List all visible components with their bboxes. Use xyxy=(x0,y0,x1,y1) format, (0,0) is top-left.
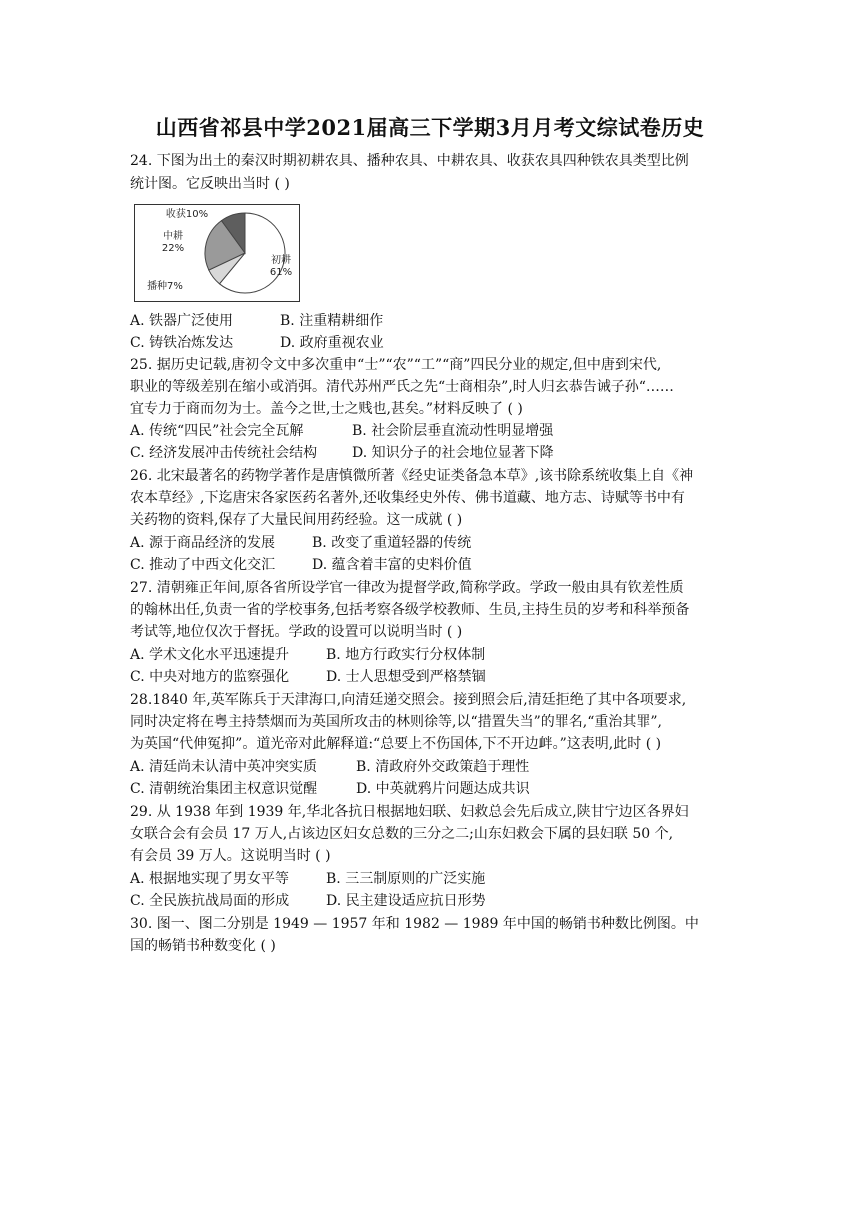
q26-options-row-2 xyxy=(130,555,472,575)
q29-options-row-1 xyxy=(130,869,485,889)
q24-line-2: 统计图。它反映出当时 ( ) xyxy=(130,176,290,192)
q28-options-row-1 xyxy=(130,757,529,777)
q24-option-c[interactable]: C. 铸铁冶炼发达 xyxy=(130,335,234,351)
q24-line-1: 24. 下图为出土的秦汉时期初耕农具、播种农具、中耕农具、收获农具四种铁农具类型比例 xyxy=(130,153,689,169)
q28-option-a[interactable]: A. 清廷尚未认清中英冲突实质 xyxy=(130,759,318,775)
q29-option-a[interactable]: A. 根据地实现了男女平等 xyxy=(130,871,290,887)
q29-line-3: 有会员 39 万人。这说明当时 ( ) xyxy=(130,848,331,864)
pie-chart-svg xyxy=(135,205,299,301)
q28-line-3: 为英国“代伸冤抑”。道光帝对此解释道:“总要上不伤国体,下不开边衅。”这表明,此时 ( ) xyxy=(130,736,662,752)
q26-option-d[interactable]: D. 蕴含着丰富的史料价值 xyxy=(312,557,472,573)
pie-chart xyxy=(134,204,300,302)
pie-label-bozhong: 播种7% xyxy=(147,281,183,292)
q29-line-2: 女联合会有会员 17 万人,占该边区妇女总数的三分之二;山东妇救会下属的县妇联 50 个, xyxy=(130,826,674,842)
q27-options-row-1 xyxy=(130,645,485,665)
q26-option-a[interactable]: A. 源于商品经济的发展 xyxy=(130,535,276,551)
q27-line-1: 27. 清朝雍正年间,原各省所设学官一律改为提督学政,简称学政。学政一般由具有钦差性质 xyxy=(130,580,684,596)
q29-option-d[interactable]: D. 民主建设适应抗日形势 xyxy=(326,893,486,909)
q25-option-a[interactable]: A. 传统“四民”社会完全瓦解 xyxy=(130,423,304,439)
q24-options-row-2 xyxy=(130,333,384,353)
q27-line-3: 考试等,地位仅次于督抚。学政的设置可以说明当时 ( ) xyxy=(130,624,463,640)
q27-option-a[interactable]: A. 学术文化水平迅速提升 xyxy=(130,647,290,663)
q25-line-3: 宜专力于商而勿为士。盖今之世,士之贱也,甚矣。”材料反映了 ( ) xyxy=(130,401,523,417)
pie-label-shouhuo: 收获10% xyxy=(165,209,209,220)
q27-option-d[interactable]: D. 士人思想受到严格禁锢 xyxy=(326,669,486,685)
q25-options-row-2 xyxy=(130,443,554,463)
q29-option-c[interactable]: C. 全民族抗战局面的形成 xyxy=(130,893,290,909)
q26-option-c[interactable]: C. 推动了中西文化交汇 xyxy=(130,557,276,573)
q24-option-d[interactable]: D. 政府重视农业 xyxy=(280,335,384,351)
q27-line-2: 的翰林出任,负责一省的学校事务,包括考察各级学校教师、生员,主持生员的岁考和科举预备 xyxy=(130,602,690,618)
q28-line-2: 同时决定将在粤主持禁烟而为英国所攻击的林则徐等,以“措置失当”的罪名,“重治其罪”, xyxy=(130,714,662,730)
q25-option-b[interactable]: B. 社会阶层垂直流动性明显增强 xyxy=(352,423,554,439)
q26-option-b[interactable]: B. 改变了重道轻器的传统 xyxy=(312,535,472,551)
q28-option-d[interactable]: D. 中英就鸦片问题达成共识 xyxy=(356,781,530,797)
q24-option-a[interactable]: A. 铁器广泛使用 xyxy=(130,313,234,329)
pie-label-chugeng-1: 61% xyxy=(269,267,293,278)
q26-line-2: 农本草经》,下迄唐宋各家医药名著外,还收集经史外传、佛书道藏、地方志、诗赋等书中有 xyxy=(130,490,685,506)
pie-label-zhonggeng-1: 22% xyxy=(161,243,185,254)
q26-line-3: 关药物的资料,保存了大量民间用药经验。这一成就 ( ) xyxy=(130,512,463,528)
q27-option-b[interactable]: B. 地方行政实行分权体制 xyxy=(326,647,486,663)
q25-line-1: 25. 据历史记载,唐初令文中多次重申“士”“农”“工”“商”四民分业的规定,但中唐到宋代, xyxy=(130,357,662,373)
q26-options-row-1 xyxy=(130,533,471,553)
q28-option-c[interactable]: C. 清朝统治集团主权意识觉醒 xyxy=(130,781,318,797)
q26-line-1: 26. 北宋最著名的药物学著作是唐慎微所著《经史证类备急本草》,该书除系统收集上自《神 xyxy=(130,468,694,484)
q25-options-row-1 xyxy=(130,421,553,441)
q25-option-c[interactable]: C. 经济发展冲击传统社会结构 xyxy=(130,445,318,461)
q24-option-b[interactable]: B. 注重精耕细作 xyxy=(280,313,384,329)
q24-options-row-1 xyxy=(130,311,383,331)
page-title: 山西省祁县中学2021届高三下学期3月月考文综试卷历史 xyxy=(155,115,705,140)
pie-label-chugeng-0: 初耕 xyxy=(271,255,291,266)
q27-options-row-2 xyxy=(130,667,486,687)
q25-option-d[interactable]: D. 知识分子的社会地位显著下降 xyxy=(352,445,554,461)
q29-options-row-2 xyxy=(130,891,486,911)
q29-option-b[interactable]: B. 三三制原则的广泛实施 xyxy=(326,871,486,887)
q25-line-2: 职业的等级差别在缩小或消弭。清代苏州严氏之先“士商相杂”,时人归玄恭告诫子孙“…… xyxy=(130,379,674,395)
q29-line-1: 29. 从 1938 年到 1939 年,华北各抗日根据地妇联、妇救总会先后成立,陕甘宁边区各界妇 xyxy=(130,804,689,820)
pie-label-zhonggeng-0: 中耕 xyxy=(163,231,183,242)
q30-line-1: 30. 图一、图二分别是 1949 — 1957 年和 1982 — 1989 年中国的畅销书种数比例图。中 xyxy=(130,916,699,932)
q27-option-c[interactable]: C. 中央对地方的监察强化 xyxy=(130,669,290,685)
q28-option-b[interactable]: B. 清政府外交政策趋于理性 xyxy=(356,759,530,775)
q30-line-2: 国的畅销书种数变化 ( ) xyxy=(130,938,276,954)
q28-line-1: 28.1840 年,英军陈兵于天津海口,向清廷递交照会。接到照会后,清廷拒绝了其中各项要求, xyxy=(130,692,687,708)
q28-options-row-2 xyxy=(130,779,530,799)
